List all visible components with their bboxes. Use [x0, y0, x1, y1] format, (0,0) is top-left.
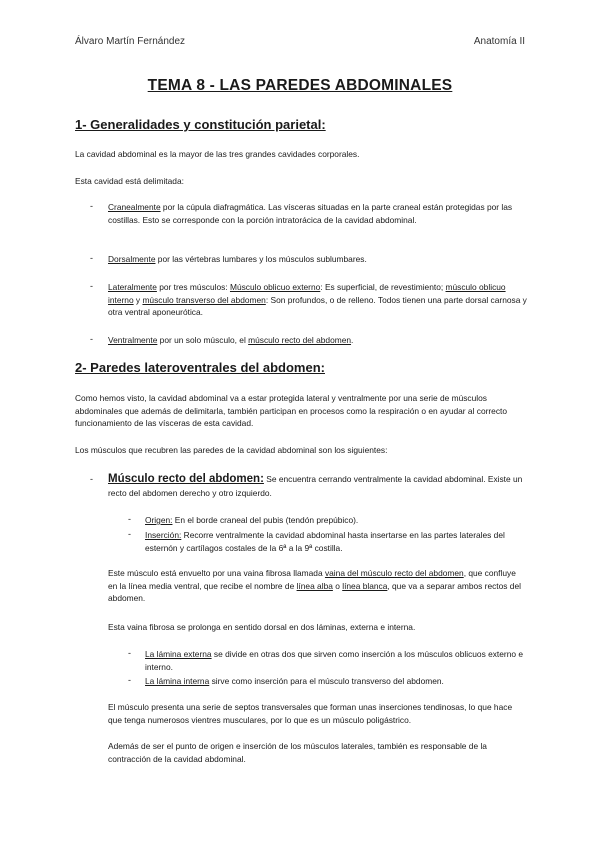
section1-heading: 1- Generalidades y constitución parietal:: [75, 117, 326, 132]
text-vaina-3: o: [332, 580, 343, 591]
text-vaina-4: , que va a separar ambos rectos del abdomen.: [108, 580, 521, 604]
bullet-dorsal: [108, 253, 528, 266]
section1-intro: La cavidad abdominal es la mayor de las tres grandes cavidades corporales.: [75, 149, 360, 159]
section2-para1: Como hemos visto, la cavidad abdominal va a estar protegida lateral y ventralmente por una serie de músculos abdominales que además de delimitarla, también participan en procesos como la respiración o en ayudar al correcto funcionamiento de las vísceras de esta cavidad.: [75, 393, 508, 429]
bullet-ventral: [108, 334, 528, 347]
section2-heading: 2- Paredes lateroventrales del abdomen:: [75, 360, 325, 375]
para-vaina: [108, 567, 526, 605]
term-lamina-externa: La lámina externa: [145, 649, 212, 659]
recto-title: Músculo recto del abdomen:: [108, 473, 264, 485]
bullet-lamina-interna: [145, 675, 525, 688]
term-lateralmente: Lateralmente: [108, 282, 157, 292]
para-vaina-prolonga: Esta vaina fibrosa se prolonga en sentido dorsal en dos láminas, externa e interna.: [108, 622, 416, 632]
header-author: Álvaro Martín Fernández: [75, 36, 186, 47]
bullet-recto: [108, 472, 528, 500]
term-linea-blanca: línea blanca: [342, 580, 388, 591]
term-oblicuo-externo: Músculo oblicuo externo: [229, 282, 321, 292]
term-insercion: Inserción:: [145, 530, 182, 540]
bullet-lamina-externa: [145, 648, 525, 673]
text-lateral-4: : Son profundos, o de relleno. Todos tienen una parte dorsal carnosa y otra ventral aponeurótica.: [108, 294, 527, 318]
term-origen: Origen:: [145, 515, 173, 525]
text-ventral-2: .: [351, 335, 354, 345]
bullet-dash: -: [90, 474, 93, 484]
term-dorsalmente: Dorsalmente: [108, 254, 156, 264]
term-transverso: músculo transverso del abdomen: [142, 294, 266, 305]
text-origen: En el borde craneal del pubis (tendón prepúbico).: [172, 515, 359, 525]
document-title: TEMA 8 - LAS PAREDES ABDOMINALES: [147, 77, 453, 94]
bullet-lateral: [108, 281, 528, 319]
recto-text: Se encuentra cerrando ventralmente la cavidad abdominal. Existe un recto del abdomen derecho y otro izquierdo.: [108, 474, 523, 498]
bullet-dash: -: [90, 201, 93, 211]
bullet-dash: -: [128, 529, 131, 539]
bullet-dash: -: [128, 648, 131, 658]
term-cranealmente: Cranealmente: [108, 202, 161, 212]
text-insercion: Recorre ventralmente la cavidad abdominal hasta insertarse en las partes laterales del esternón y cartílagos costales de la 6ª a la 9ª costilla.: [145, 530, 505, 553]
term-vaina: vaina del músculo recto del abdomen: [324, 568, 464, 578]
term-lamina-interna: La lámina interna: [145, 676, 210, 686]
bullet-dash: -: [128, 675, 131, 685]
bullet-dash: -: [90, 253, 93, 263]
text-vaina-1: Este músculo está envuelto por una vaina fibrosa llamada: [108, 568, 325, 578]
text-lateral-2: : Es superficial, de revestimiento;: [320, 282, 446, 292]
text-ventral-1: por un solo músculo, el: [157, 335, 249, 345]
term-recto-abdomen: músculo recto del abdomen: [248, 335, 352, 345]
header-subject: Anatomía II: [473, 36, 525, 47]
section1-delimited: Esta cavidad está delimitada:: [75, 176, 184, 186]
bullet-origen: [145, 514, 525, 527]
para-ademas: Además de ser el punto de origen e inserción de los músculos laterales, también es responsable de la contracción de la cavidad abdominal.: [108, 741, 487, 764]
para-septos: El músculo presenta una serie de septos transversales que forman unas inserciones tendinosas, lo que hace que tenga numerosos vientres musculares, por lo que es un músculo poligástrico.: [108, 702, 513, 725]
text-dorsal: por las vértebras lumbares y los músculos sublumbares.: [155, 254, 367, 264]
text-lateral-3: y: [133, 294, 143, 305]
text-vaina-2: , que confluye en la línea media ventral, que recibe el nombre de: [108, 568, 516, 591]
text-craneal: por la cúpula diafragmática. Las vísceras situadas en la parte craneal están protegidas por las costillas. Esto se corresponde con la porción intratorácica de la cavidad abdominal.: [108, 202, 513, 225]
text-lamina-externa: se divide en otras dos que sirven como inserción a los músculos oblicuos externo e interno.: [145, 649, 524, 672]
section2-para2: Los músculos que recubren las paredes de la cavidad abdominal son los siguientes:: [75, 445, 388, 455]
bullet-dash: -: [90, 334, 93, 344]
term-oblicuo-interno: músculo oblicuo interno: [108, 282, 506, 305]
term-linea-alba: línea alba: [296, 580, 333, 591]
term-ventralmente: Ventralmente: [108, 335, 158, 345]
bullet-craneal: [108, 201, 528, 226]
bullet-insercion: [145, 529, 525, 554]
text-lamina-interna: sirve como inserción para el músculo transverso del abdomen.: [209, 676, 444, 686]
text-lateral-1: por tres músculos:: [156, 282, 230, 292]
bullet-dash: -: [128, 514, 131, 524]
bullet-dash: -: [90, 281, 93, 291]
